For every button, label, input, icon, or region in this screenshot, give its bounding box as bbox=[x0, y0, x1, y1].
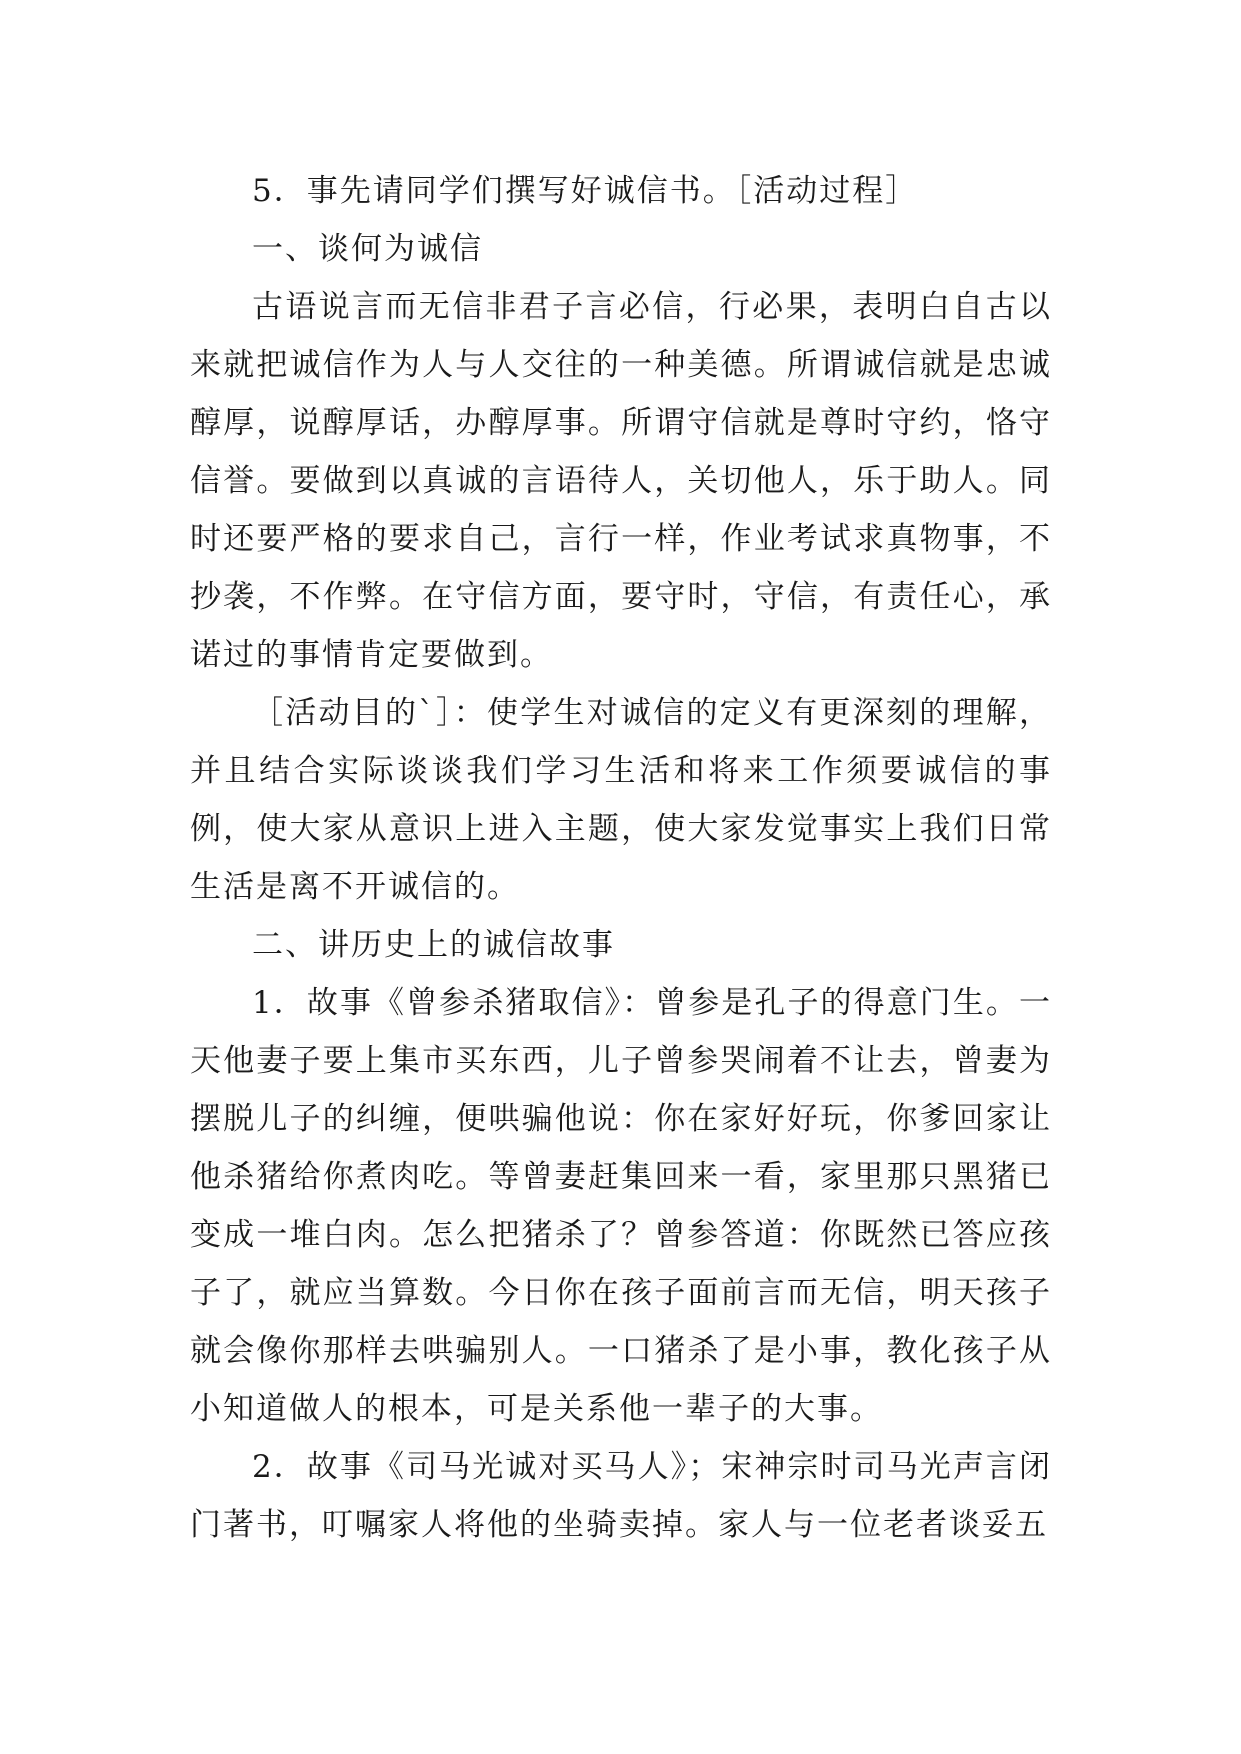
paragraph-story-2: 2．故事《司马光诚对买马人》；宋神宗时司马光声言闭门著书，叮嘱家人将他的坐骑卖掉。家人与一位老者谈妥五 bbox=[190, 1449, 1052, 1543]
paragraph-integrity-definition: 古语说言而无信非君子言必信，行必果，表明白自古以来就把诚信作为人与人交往的一种美德。所谓诚信就是忠诚醇厚，说醇厚话，办醇厚事。所谓守信就是尊时守约，恪守信誉。要做到以真诚的言语待人，关切他人，乐于助人。同时还要严格的要求自己，言行一样，作业考试求真物事，不抄袭，不作弊。在守信方面，要守时，守信，有责任心，承诺过的事情肯定要做到。 bbox=[190, 289, 1052, 673]
heading-section-1: 一、谈何为诚信 bbox=[252, 231, 483, 267]
heading-section-2: 二、讲历史上的诚信故事 bbox=[252, 927, 615, 963]
document-page bbox=[190, 162, 1052, 1554]
paragraph-preparation-item-5: 5．事先请同学们撰写好诚信书。［活动过程］ bbox=[252, 173, 919, 209]
paragraph-activity-goal: ［活动目的`］：使学生对诚信的定义有更深刻的理解，并且结合实际谈谈我们学习生活和将来工作须要诚信的事例，使大家从意识上进入主题，使大家发觉事实上我们日常生活是离不开诚信的。 bbox=[190, 695, 1052, 905]
paragraph-story-1: 1．故事《曾参杀猪取信》：曾参是孔子的得意门生。一天他妻子要上集市买东西，儿子曾参哭闹着不让去，曾妻为摆脱儿子的纠缠，便哄骗他说：你在家好好玩，你爹回家让他杀猪给你煮肉吃。等曾妻赶集回来一看，家里那只黑猪已变成一堆白肉。怎么把猪杀了？曾参答道：你既然已答应孩子了，就应当算数。今日你在孩子面前言而无信，明天孩子就会像你那样去哄骗别人。一口猪杀了是小事，教化孩子从小知道做人的根本，可是关系他一辈子的大事。 bbox=[190, 985, 1052, 1427]
